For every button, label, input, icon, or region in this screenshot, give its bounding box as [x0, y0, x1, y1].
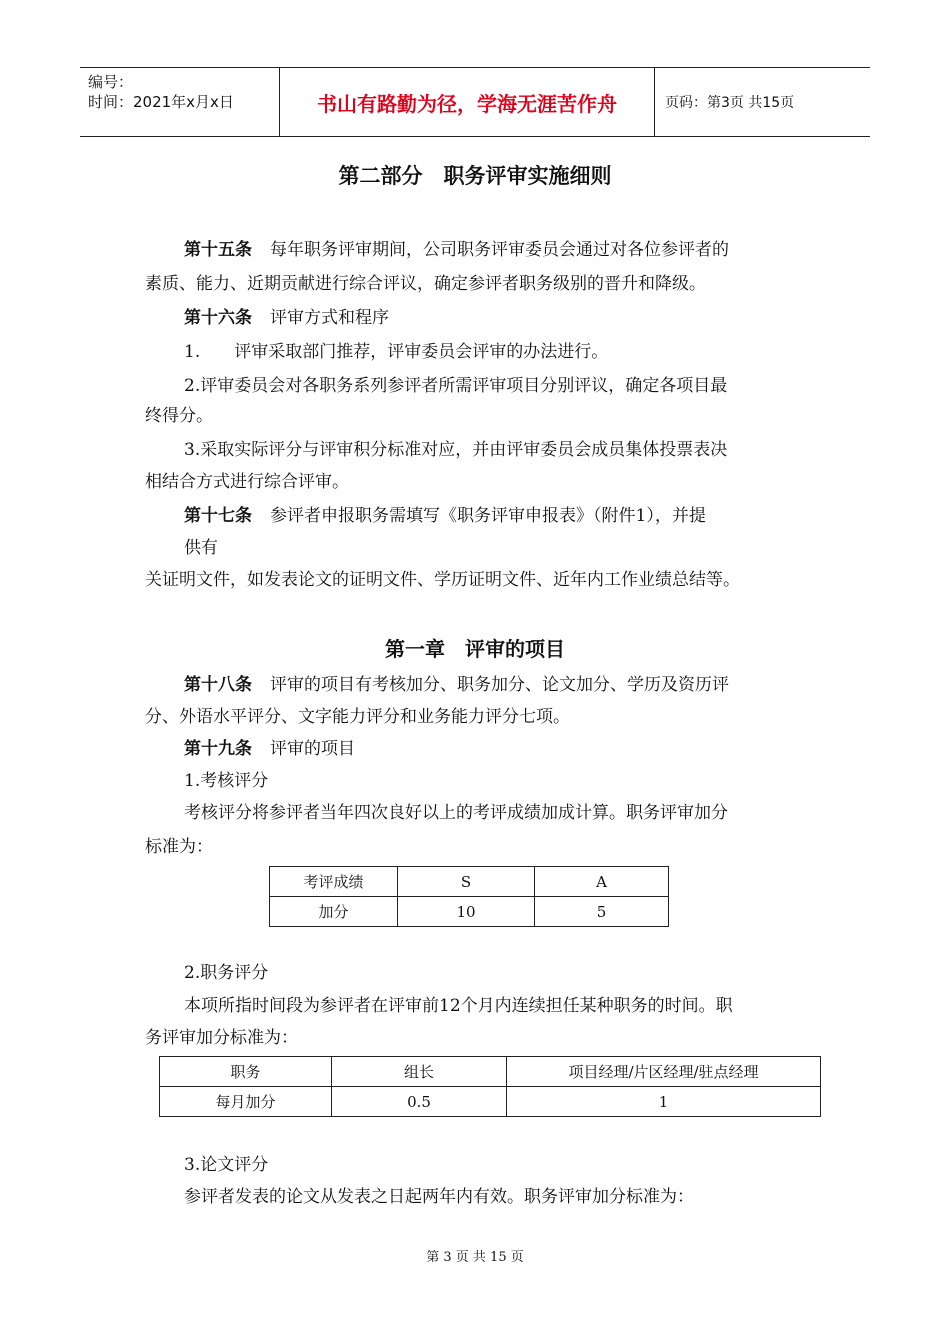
table-cell: 职务 [160, 1057, 332, 1087]
score-table-position [159, 1056, 821, 1117]
table-row [160, 1057, 821, 1087]
section-1-line1: 考核评分将参评者当年四次良好以上的考评成绩加成计算。职务评审加分 [184, 803, 728, 823]
chapter-title: 第一章 评审的项目 [385, 637, 565, 661]
article-16-label: 第十六条 [184, 308, 252, 328]
article-19-label: 第十九条 [184, 739, 252, 759]
page-footer: 第 3 页 共 15 页 [426, 1250, 524, 1265]
table-row [270, 867, 669, 897]
table-cell: 考评成绩 [270, 867, 398, 897]
score-table-assessment [269, 866, 669, 927]
section-3-line1: 参评者发表的论文从发表之日起两年内有效。职务评审加分标准为： [184, 1187, 694, 1207]
section-2-line2: 务评审加分标准为： [145, 1028, 298, 1048]
article-16: 第十六条 评审方式和程序 [184, 308, 389, 328]
article-16-item-2-line1: 2.评审委员会对各职务系列参评者所需评审项目分别评议，确定各项目最 [184, 376, 728, 396]
section-1-title: 1.考核评分 [184, 771, 269, 791]
table-cell: S [398, 867, 535, 897]
article-16-item-3-line2: 相结合方式进行综合评审。 [145, 472, 349, 492]
article-16-item-2-line2: 终得分。 [145, 406, 213, 426]
article-15-line2: 素质、能力、近期贡献进行综合评议，确定参评者职务级别的晋升和降级。 [145, 274, 706, 294]
article-16-item-3-line1: 3.采取实际评分与评审积分标准对应，并由评审委员会成员集体投票表决 [184, 440, 728, 460]
header-meta [80, 68, 280, 136]
article-18-label: 第十八条 [184, 675, 252, 695]
article-15-label: 第十五条 [184, 240, 252, 260]
table-cell: 每月加分 [160, 1087, 332, 1117]
article-15-line1: 第十五条 每年职务评审期间，公司职务评审委员会通过对各位参评者的 [184, 240, 729, 260]
header-page-number: 页码：第3页 共15页 [665, 95, 795, 111]
section-3-title: 3.论文评分 [184, 1155, 269, 1175]
section-1-line2: 标准为： [145, 837, 213, 857]
header-date: 时间：2021年x月x日 [88, 93, 234, 111]
article-19: 第十九条 评审的项目 [184, 739, 355, 759]
table-cell: 1 [507, 1087, 821, 1117]
page-header [80, 67, 870, 137]
article-18-line1: 第十八条 评审的项目有考核加分、职务加分、论文加分、学历及资历评 [184, 675, 729, 695]
table-cell: 组长 [332, 1057, 507, 1087]
article-17-line2: 供有 [184, 538, 218, 558]
table-cell: 项目经理/片区经理/驻点经理 [507, 1057, 821, 1087]
table-cell: 加分 [270, 897, 398, 927]
article-17-label: 第十七条 [184, 506, 252, 526]
table-cell: 10 [398, 897, 535, 927]
table-row [160, 1087, 821, 1117]
article-17-line1: 第十七条 参评者申报职务需填写《职务评审申报表》（附件1），并提 [184, 506, 706, 526]
article-16-item-1: 1. 评审采取部门推荐，评审委员会评审的办法进行。 [184, 342, 609, 362]
part-title: 第二部分 职务评审实施细则 [338, 164, 612, 188]
article-18-line2: 分、外语水平评分、文字能力评分和业务能力评分七项。 [145, 707, 570, 727]
header-motto: 书山有路勤为径，学海无涯苦作舟 [280, 68, 655, 136]
table-cell: 0.5 [332, 1087, 507, 1117]
article-17-line3: 关证明文件，如发表论文的证明文件、学历证明文件、近年内工作业绩总结等。 [145, 570, 740, 590]
table-row [270, 897, 669, 927]
section-2-line1: 本项所指时间段为参评者在评审前12个月内连续担任某种职务的时间。职 [184, 996, 733, 1016]
table-cell: 5 [535, 897, 669, 927]
section-2-title: 2.职务评分 [184, 963, 269, 983]
table-cell: A [535, 867, 669, 897]
header-number: 编号： [88, 73, 134, 91]
